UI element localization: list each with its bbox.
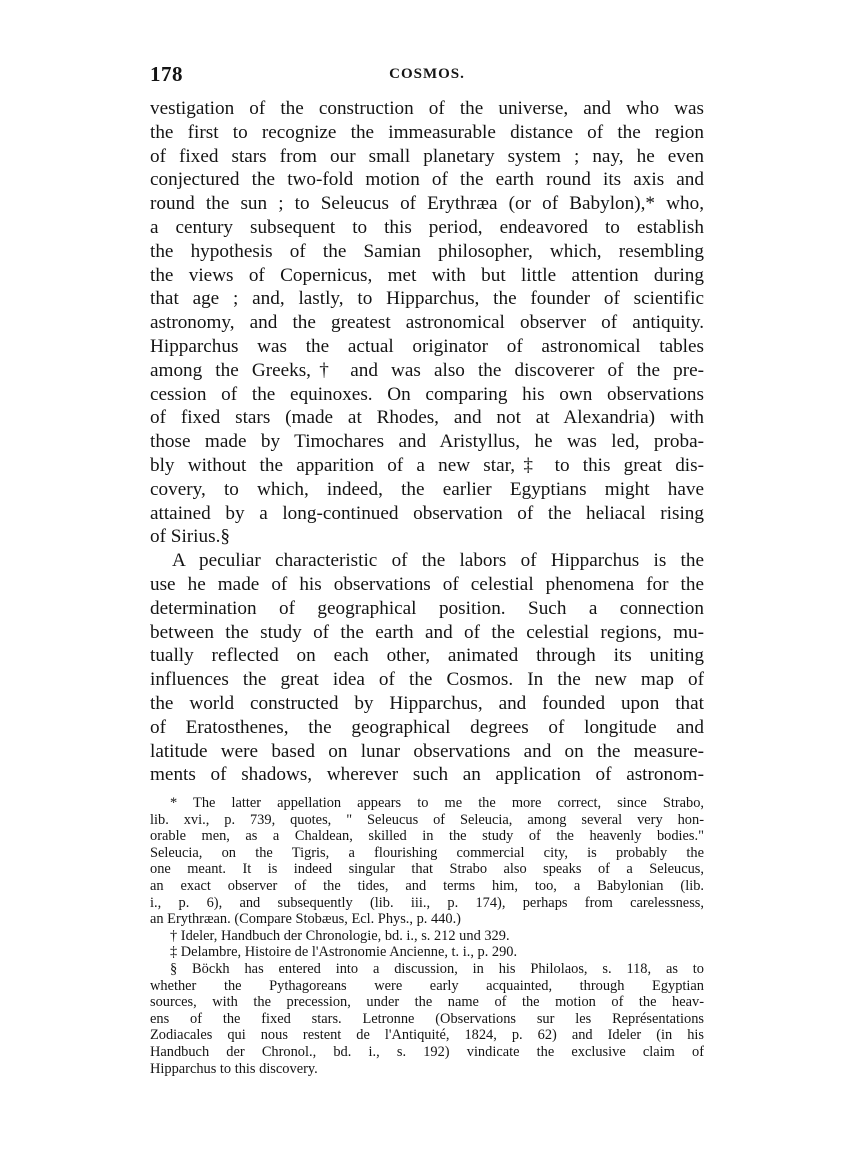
footnote-line: ens of the fixed stars. Letronne (Observations sur les Représentations [150,1010,704,1027]
body-line: influences the great idea of the Cosmos. In the new map of [150,669,704,691]
body-line: of fixed stars from our small planetary system ; nay, he even [150,145,704,167]
footnote-line: Seleucia, on the Tigris, a flourishing commercial city, is probably the [150,844,704,861]
body-line: conjectured the two-fold motion of the earth round its axis and [150,169,704,191]
footnotes [150,795,704,1077]
body-line: the first to recognize the immeasurable distance of the region [150,121,704,143]
body-line: round the sun ; to Seleucus of Erythræa (or of Babylon),* who, [150,193,704,215]
footnote-line: i., p. 6), and subsequently (lib. iii., p. 174), perhaps from carelessness, [150,894,704,911]
body-line: use he made of his observations of celestial phenomena for the [150,573,704,595]
body-line: those made by Timochares and Aristyllus, he was led, proba- [150,431,704,453]
body-line: determination of geographical position. Such a connection [150,597,704,619]
footnote-line: lib. xvi., p. 739, quotes, " Seleucus of Seleucia, among several very hon- [150,811,704,828]
body-line: of Sirius.§ [150,526,230,548]
footnote-line: whether the Pythagoreans were early acquainted, through Egyptian [150,977,704,994]
footnote-line: orable men, as a Chaldean, skilled in the study of the heavenly bodies." [150,828,704,845]
body-line: of Eratosthenes, the geographical degrees of longitude and [150,716,704,738]
body-line: Hipparchus was the actual originator of astronomical tables [150,335,704,357]
body-line: that age ; and, lastly, to Hipparchus, the founder of scientific [150,288,704,310]
footnote-line: an exact observer of the tides, and terms him, too, a Babylonian (lib. [150,877,704,894]
footnote-line: † Ideler, Handbuch der Chronologie, bd. i., s. 212 und 329. [170,927,510,944]
body-line: the hypothesis of the Samian philosopher, which, resembling [150,240,704,262]
body-line: the world constructed by Hipparchus, and founded upon that [150,692,704,714]
footnote-line: § Böckh has entered into a discussion, in his Philolaos, s. 118, as to [170,960,704,977]
body-line: covery, to which, indeed, the earlier Egyptians might have [150,478,704,500]
body-line: bly without the apparition of a new star,‡ to this great dis- [150,454,704,476]
body-line: vestigation of the construction of the universe, and who was [150,98,704,119]
body-line: cession of the equinoxes. On comparing his own observations [150,383,704,405]
body-line: ments of shadows, wherever such an application of astronom- [150,764,704,786]
body-line: the views of Copernicus, met with but little attention during [150,264,704,286]
body-text [150,97,704,787]
body-line: attained by a long-continued observation of the heliacal rising [150,502,704,524]
body-line: between the study of the earth and of the celestial regions, mu- [150,621,704,643]
footnote-line: an Erythræan. (Compare Stobæus, Ecl. Phys., p. 440.) [150,911,461,928]
footnote-line: Hipparchus to this discovery. [150,1060,318,1077]
body-line: A peculiar characteristic of the labors of Hipparchus is the [172,550,704,572]
body-line: among the Greeks,† and was also the discoverer of the pre- [150,359,704,381]
footnote-line: sources, with the precession, under the name of the motion of the heav- [150,994,704,1011]
running-head: COSMOS. [389,66,465,82]
body-line: of fixed stars (made at Rhodes, and not at Alexandria) with [150,407,704,429]
body-line: astronomy, and the greatest astronomical observer of antiquity. [150,312,704,334]
page-header [150,62,704,86]
footnote-line: one meant. It is indeed singular that Strabo also speaks of a Seleucus, [150,861,704,878]
footnote-line: Zodiacales qui nous restent de l'Antiquité, 1824, p. 62) and Ideler (in his [150,1027,704,1044]
body-line: a century subsequent to this period, endeavored to establish [150,216,704,238]
footnote-line: * The latter appellation appears to me the more correct, since Strabo, [170,795,704,811]
body-line: tually reflected on each other, animated through its uniting [150,645,704,667]
page-number: 178 [150,62,183,86]
body-line: latitude were based on lunar observations and on the measure- [150,740,704,762]
footnote-line: ‡ Delambre, Histoire de l'Astronomie Ancienne, t. i., p. 290. [170,944,518,961]
footnote-line: Handbuch der Chronol., bd. i., s. 192) vindicate the exclusive claim of [150,1043,704,1060]
